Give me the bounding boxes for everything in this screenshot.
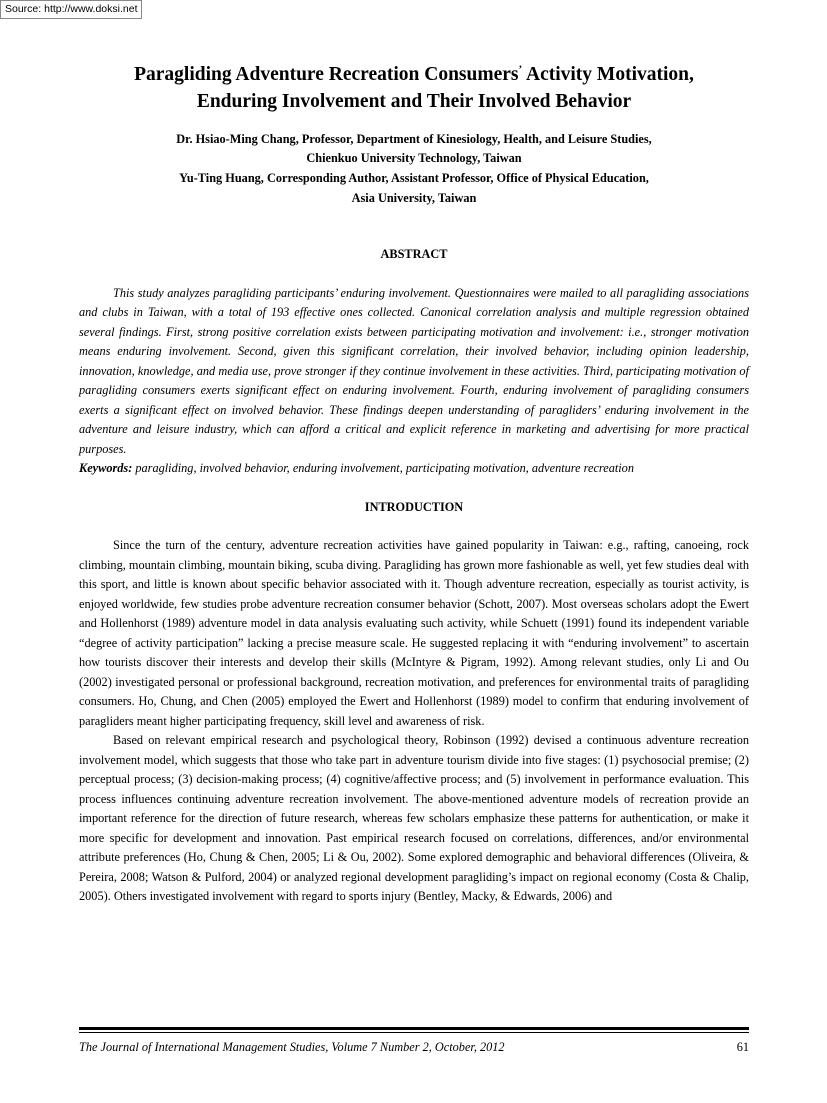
abstract-heading: ABSTRACT	[380, 247, 448, 262]
intro-paragraph-1: Since the turn of the century, adventure recreation activities have gained popularity in Taiwan: e.g., rafting, canoeing, rock climbing, mountain climbing, mountain biking, scuba diving. Paragliding has grown more fashionable as well, yet few studies deal with this sport, and little is known about specific behavior associated with it. Though adventure recreation, especially as tourist activity, is enjoyed worldwide, few studies probe adventure recreation consumer behavior (Schott, 2007). Most overseas scholars adopt the Ewert and Hollenhorst (1989) adventure model in data analysis evaluating such activity, while Schuett (1991) found its independent variable “degree of activity participation” lacking a precise measure scale. He suggested replacing it with “enduring involvement” to ascertain how tourists discover their interests and develop their skills (McIntyre & Pigram, 1992). Among relevant studies, only Li and Ou (2002) investigated personal or professional background, recreation motivation, and preferences for environmental traits of paragliding consumers. Ho, Chung, and Chen (2005) employed the Ewert and Hollenhorst (1989) model to confirm that enduring involvement of paragliders meant higher participating frequency, skill level and awareness of risk.	[79, 538, 749, 728]
footer-rule	[79, 1027, 749, 1037]
title-line-2: Enduring Involvement and Their Involved Behavior	[196, 90, 632, 112]
author-line: Chienkuo University Technology, Taiwan	[306, 151, 522, 166]
author-line: Asia University, Taiwan	[351, 190, 477, 205]
footer-journal-citation: The Journal of International Management Studies, Volume 7 Number 2, October, 2012	[79, 1040, 505, 1054]
intro-paragraph-2: Based on relevant empirical research and psychological theory, Robinson (1992) devised a continuous adventure recreation involvement model, which suggests that those who take part in adventure tourism divide into five stages: (1) psychosocial premise; (2) perceptual process; (3) decision-making process; (4) cognitive/affective process; and (5) involvement in performance evaluation. This process influences continuing adventure recreation involvement. The above-mentioned adventure models of recreation provide an important reference for the direction of future research, whereas few scholars emphasize these patterns for authentication, or make it more specific for development and innovation. Past empirical research focused on correlations, differences, and/or environmental attribute preferences (Ho, Chung & Chen, 2005; Li & Ou, 2002). Some explored demographic and behavioral differences (Oliveira, & Pereira, 2008; Watson & Pulford, 2004) or analyzed regional development paragliding’s impact on regional economy (Costa & Chalip, 2005). Others investigated involvement with regard to sports injury (Bentley, Macky, & Edwards, 2006) and	[79, 733, 749, 904]
paper-title	[79, 56, 749, 115]
page-number: 61	[736, 1040, 749, 1054]
footer-rule-thick	[79, 1027, 749, 1030]
author-line: Yu-Ting Huang, Corresponding Author, Assistant Professor, Office of Physical Education,	[179, 170, 649, 185]
introduction-heading: INTRODUCTION	[364, 499, 464, 514]
title-line-1: Paragliding Adventure Recreation Consumers’ Activity Motivation,	[134, 63, 694, 85]
footer-rule-thin	[79, 1032, 749, 1033]
author-line: Dr. Hsiao-Ming Chang, Professor, Department of Kinesiology, Health, and Leisure Studies,	[176, 131, 652, 146]
keywords	[79, 459, 749, 479]
keywords-text: paragliding, involved behavior, enduring involvement, participating motivation, adventure recreation	[132, 461, 634, 476]
author-block	[79, 130, 749, 209]
title-apostrophe: ’	[518, 63, 523, 75]
abstract-text: This study analyzes paragliding participants’ enduring involvement. Questionnaires were mailed to all paragliding associations and clubs in Taiwan, with a total of 193 effective ones collected. Canonical correlation analysis and multiple regression obtained several findings. First, strong positive correlation exists between participating motivation and involvement: i.e., stronger motivation means enduring involvement. Second, given this significant correlation, their involved behavior, including opinion leadership, innovation, knowledge, and media use, prove stronger if they continue involvement in these activities. Third, participating motivation of paragliding consumers exerts significant effect on enduring involvement. Fourth, enduring involvement of paragliding consumers exerts a significant effect on involved behavior. These findings deepen understanding of paragliders’ enduring involvement in the adventure and leisure industry, which can afford a critical and explicit reference in marketing and advertising for more practical purposes.	[79, 285, 749, 456]
keywords-label: Keywords:	[79, 461, 133, 476]
source-label: Source: http://www.doksi.net	[0, 0, 142, 19]
paper-page	[79, 56, 749, 907]
